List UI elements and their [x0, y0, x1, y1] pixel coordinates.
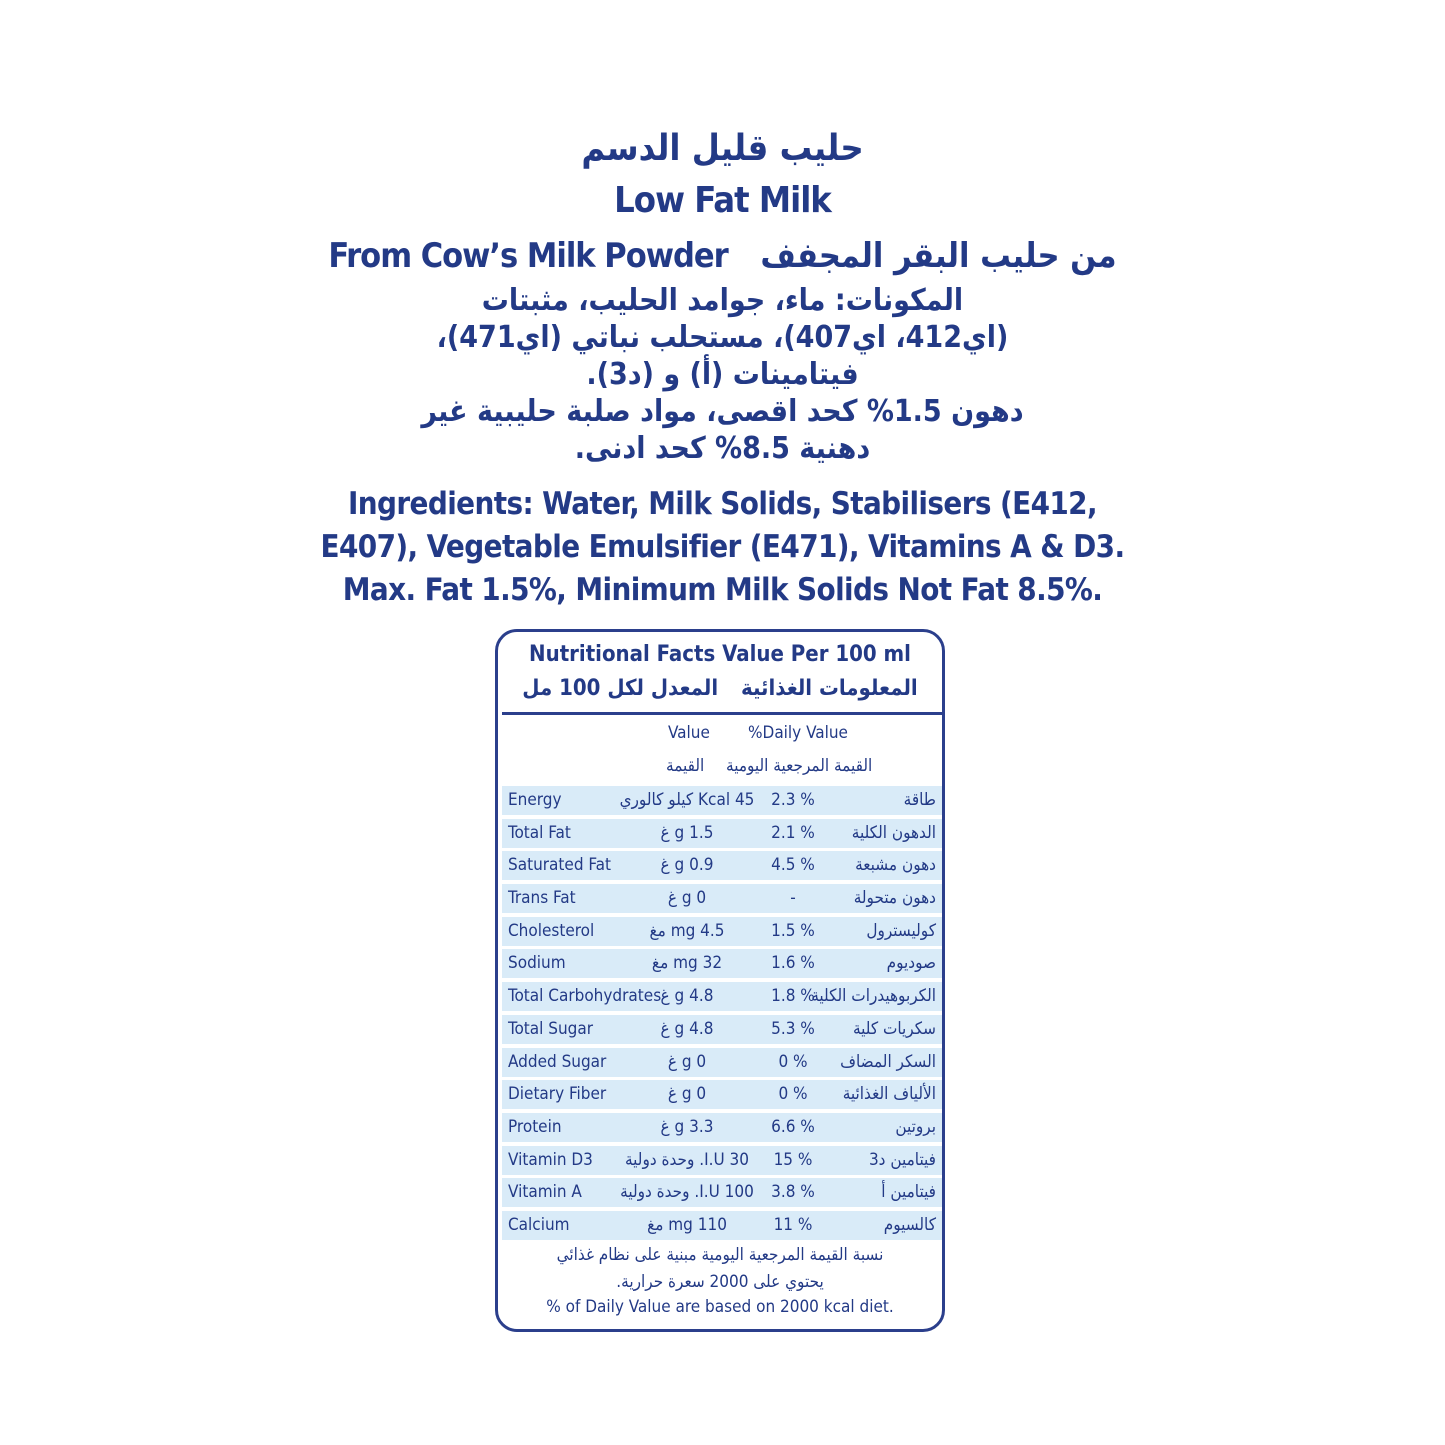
nutrient-name-ar: بروتين [895, 1116, 936, 1137]
source-arabic: من حليب البقر المجفف [760, 236, 1117, 276]
ingredients-arabic-line: فيتامينات (أ) و (د3). [586, 357, 859, 392]
ingredients-english-line: Max. Fat 1.5%, Minimum Milk Solids Not Fat 8.5%. [342, 572, 1103, 608]
ingredients-english [0, 483, 1445, 612]
nutrient-value: 100 I.U. وحدة دولية [620, 1182, 754, 1203]
nutrient-name-en: Calcium [508, 1214, 570, 1235]
nutrient-value: 1.5 g غ [660, 822, 714, 843]
nutrient-daily-value: 1.6 % [771, 953, 815, 974]
nutrient-name-en: Added Sugar [508, 1051, 607, 1072]
nutrient-daily-value: 2.3 % [771, 790, 815, 810]
footnote-arabic-line: يحتوي على 2000 سعرة حرارية. [616, 1272, 824, 1292]
nutrient-daily-value: 1.8 % [771, 986, 815, 1007]
nutrient-name-ar: فيتامين أ [881, 1182, 936, 1203]
product-source-line [0, 236, 1445, 276]
nutrient-name-en: Sodium [508, 953, 566, 974]
column-header-value-en: Value [668, 723, 710, 743]
nutrient-name-en: Total Carbohydrates [508, 986, 662, 1007]
nutrient-name-en: Dietary Fiber [508, 1084, 607, 1105]
nutrient-name-en: Vitamin A [508, 1182, 582, 1203]
nutrient-name-en: Vitamin D3 [508, 1149, 593, 1170]
nutrient-value: 3.3 g غ [660, 1116, 714, 1137]
ingredients-english-line: Ingredients: Water, Milk Solids, Stabilisers (E412, [347, 486, 1097, 522]
nutrient-value: 4.5 mg مغ [649, 920, 725, 941]
nutrition-row [502, 1015, 942, 1044]
nutrient-daily-value: 4.5 % [771, 855, 815, 876]
nutrient-daily-value: 0 % [778, 1084, 808, 1105]
nutrient-name-ar: صوديوم [886, 953, 936, 974]
nutrient-name-ar: الألياف الغذائية [842, 1084, 936, 1105]
nutrition-row [502, 1113, 942, 1142]
nutrient-name-ar: فيتامين د3 [868, 1149, 936, 1170]
nutrient-daily-value: 6.6 % [771, 1116, 815, 1137]
ingredients-arabic [0, 282, 1445, 467]
nutrient-name-ar: دهون مشبعة [855, 855, 936, 876]
nutrition-row [502, 851, 942, 880]
ingredients-arabic-line: دهنية 8.5% كحد ادنى. [574, 431, 871, 466]
product-title-english: Low Fat Milk [614, 180, 831, 221]
footnote-english: % of Daily Value are based on 2000 kcal diet. [546, 1297, 894, 1317]
nutrient-value: 45 Kcal كيلو كالوري [619, 790, 755, 810]
nutrition-heading-english: Nutritional Facts Value Per 100 ml [529, 642, 911, 667]
nutrition-rows [502, 786, 942, 1244]
nutrient-value: 110 mg مغ [647, 1214, 727, 1235]
nutrition-heading-arabic-part: المعدل لكل 100 مل [522, 676, 719, 701]
nutrient-daily-value: 15 % [773, 1149, 813, 1170]
nutrient-name-ar: كوليسترول [866, 920, 936, 941]
nutrient-name-en: Trans Fat [508, 888, 576, 909]
footnote-arabic-line: نسبة القيمة المرجعية اليومية مبنية على نظام غذائي [556, 1245, 884, 1265]
nutrient-daily-value: 11 % [773, 1214, 813, 1235]
nutrient-daily-value: 1.5 % [771, 920, 815, 941]
column-header-value-ar: القيمة [666, 756, 705, 776]
nutrition-facts-panel [495, 629, 945, 1332]
nutrient-name-en: Cholesterol [508, 920, 595, 941]
nutrient-value: 30 I.U. وحدة دولية [624, 1149, 749, 1170]
nutrient-name-ar: سكريات كلية [852, 1018, 936, 1039]
column-header-dv-en: %Daily Value [748, 723, 848, 743]
nutrition-row [502, 819, 942, 848]
nutrition-row [502, 917, 942, 946]
nutrition-row [502, 949, 942, 978]
nutrient-name-en: Total Fat [508, 822, 571, 843]
nutrition-row [502, 884, 942, 913]
source-english: From Cow’s Milk Powder [328, 236, 728, 276]
nutrition-row [502, 1146, 942, 1175]
ingredients-english-line: E407), Vegetable Emulsifier (E471), Vitamins A & D3. [320, 529, 1125, 565]
ingredients-arabic-line: (اي412، اي407)، مستحلب نباتي (اي471)، [436, 320, 1009, 355]
nutrient-value: 32 mg مغ [651, 953, 723, 974]
nutrient-daily-value: 5.3 % [771, 1018, 815, 1039]
nutrient-name-ar: الكربوهيدرات الكلية [811, 986, 936, 1007]
nutrition-row [502, 1048, 942, 1077]
ingredients-arabic-line: المكونات: ماء، جوامد الحليب، مثبتات [481, 283, 964, 318]
nutrient-value: 0 g غ [667, 1084, 707, 1105]
nutrition-row [502, 1178, 942, 1207]
nutrient-name-en: Total Sugar [508, 1018, 594, 1039]
nutrient-value: 4.8 g غ [660, 986, 714, 1007]
nutrition-row [502, 982, 942, 1011]
nutrition-heading-arabic-part: المعلومات الغذائية [740, 676, 918, 701]
nutrient-daily-value: 2.1 % [771, 822, 815, 843]
nutrient-name-en: Saturated Fat [508, 855, 612, 876]
nutrient-name-en: Energy [508, 790, 562, 810]
nutrient-name-en: Protein [508, 1116, 562, 1137]
nutrient-daily-value: 0 % [778, 1051, 808, 1072]
nutrient-daily-value: - [790, 888, 796, 909]
ingredients-arabic-line: دهون 1.5% كحد اقصى، مواد صلبة حليبية غير [421, 394, 1024, 429]
nutrient-name-ar: كالسيوم [883, 1214, 936, 1235]
nutrient-name-ar: السكر المضاف [840, 1051, 936, 1072]
nutrition-row [502, 786, 942, 815]
nutrient-name-ar: دهون متحولة [853, 888, 936, 909]
column-header-dv-ar: القيمة المرجعية اليومية [726, 756, 873, 776]
heading-divider [502, 712, 942, 715]
product-title-arabic: حليب قليل الدسم [581, 128, 864, 169]
nutrient-name-ar: طاقة [903, 790, 936, 810]
nutrition-heading-arabic [498, 676, 942, 701]
nutrient-value: 0 g غ [667, 1051, 707, 1072]
nutrition-row [502, 1211, 942, 1240]
nutrient-value: 0.9 g غ [660, 855, 714, 876]
nutrient-value: 0 g غ [667, 888, 707, 909]
nutrient-daily-value: 3.8 % [771, 1182, 815, 1203]
nutrient-value: 4.8 g غ [660, 1018, 714, 1039]
nutrient-name-ar: الدهون الكلية [851, 822, 936, 843]
nutrition-row [502, 1080, 942, 1109]
